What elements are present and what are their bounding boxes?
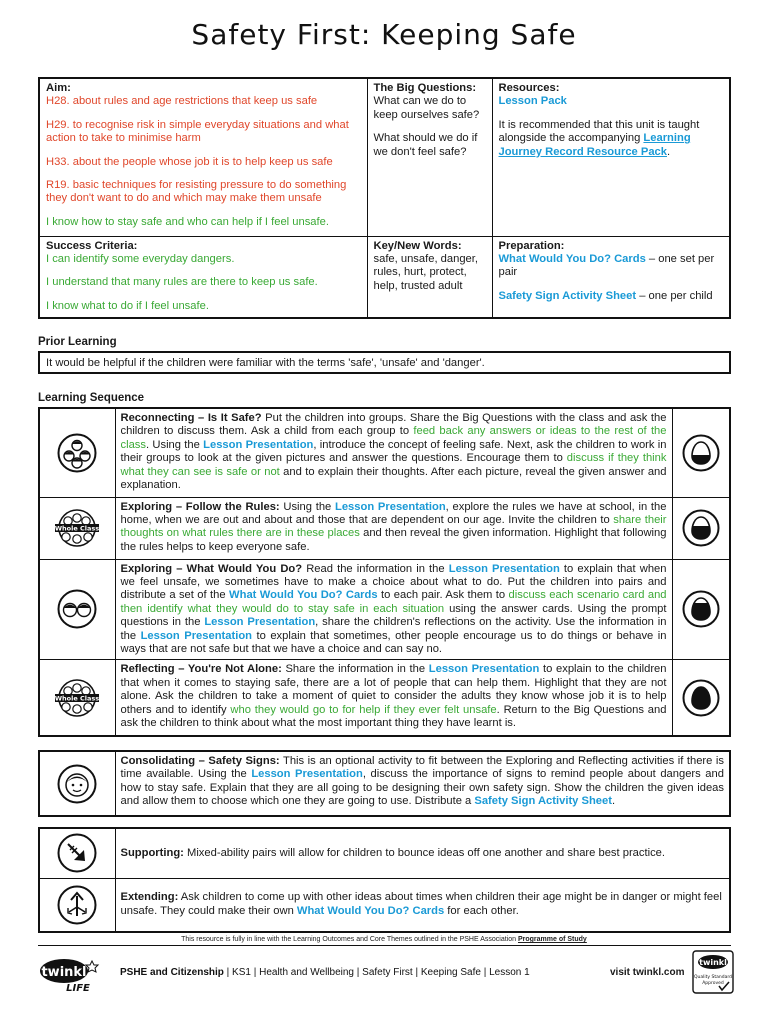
resources-note — [499, 119, 724, 159]
supporting-arrow-icon — [57, 833, 97, 873]
keywords-cell — [367, 236, 492, 318]
group-icon — [57, 433, 97, 473]
prior-learning-label: Prior Learning — [38, 336, 117, 348]
whole-class-icon-cell — [39, 497, 115, 559]
extending-row — [39, 878, 730, 932]
group-icon-cell — [39, 408, 115, 497]
activity-text: to explain that sometimes, other people encourage us to do things or behave in ways that are not safe but that we have a choice and can say no. — [120, 629, 667, 655]
success-item: I understand that many rules are there to keep us safe. — [46, 276, 318, 289]
success-criteria-cell — [39, 236, 367, 318]
activity-sheet-link[interactable]: Safety Sign Activity Sheet — [498, 289, 637, 302]
lesson-presentation-link[interactable]: Lesson Presentation — [448, 562, 560, 575]
activity-text: . Using the — [146, 438, 204, 451]
assessment-egg-icon — [682, 679, 720, 717]
activity-text: using the answer cards. Using the prompt questions in the — [120, 602, 667, 629]
activity-text: Ask children to come up with other ideas about times when children their age might be in danger or might feel unsafe. They could make their own — [120, 891, 722, 917]
lesson-overview-table — [38, 77, 731, 319]
sequence-row — [39, 660, 730, 736]
activity-title: Extending: — [120, 891, 179, 904]
prior-learning-box: It would be helpful if the children were familiar with the terms 'safe', 'unsafe' and 'danger'. — [38, 351, 731, 374]
follow-rules-text — [115, 497, 672, 559]
logo-life-text: LIFE — [66, 983, 90, 994]
activity-text: Put the children into groups. Share the Big Questions with the class and ask the children to discuss them. Ask a child from each group to — [120, 412, 667, 438]
learning-sequence-label: Learning Sequence — [38, 392, 145, 404]
activity-text: to each pair. Ask them to — [377, 589, 509, 602]
footer-note-text: This resource is fully in line with the Learning Outcomes and Core Themes outlined in the PSHE Association — [181, 936, 517, 943]
activity-title: Reconnecting – Is It Safe? — [120, 412, 262, 424]
activity-text: Mixed-ability pairs will allow for children to bounce ideas off one another and share best practice. — [183, 846, 666, 859]
highlight-text: discuss each scenario card and then identify what they would do to stay safe in each situation — [120, 589, 667, 615]
lesson-presentation-link[interactable]: Lesson Presentation — [335, 500, 446, 513]
cards-link[interactable]: What Would You Do? Cards — [498, 252, 646, 265]
success-item: I can identify some everyday dangers. — [46, 252, 235, 265]
activity-title: Exploring – Follow the Rules: — [120, 500, 280, 513]
assessment-egg-icon — [682, 509, 720, 547]
assessment-icon-cell — [672, 660, 730, 736]
preparation-item — [499, 253, 724, 280]
resources-heading: Resources: — [498, 82, 560, 94]
twinkl-life-logo — [38, 955, 108, 995]
highlight-text: who they would go to for help if they ever felt unsafe — [230, 703, 497, 716]
sequence-row — [39, 497, 730, 559]
extending-text — [115, 878, 730, 932]
big-question: What should we do if we don't feel safe? — [373, 132, 478, 158]
lesson-presentation-link[interactable]: Lesson Presentation — [204, 616, 316, 629]
assessment-egg-icon — [682, 590, 720, 628]
preparation-cell — [492, 236, 730, 318]
keywords-text: safe, unsafe, danger, rules, hurt, protect, help, trusted adult — [373, 252, 478, 292]
learning-sequence-table — [38, 407, 731, 737]
what-would-you-do-text — [115, 559, 672, 660]
success-heading: Success Criteria: — [46, 239, 138, 252]
whole-class-badge-text: Whole Class — [55, 694, 100, 703]
whole-class-badge-text: Whole Class — [55, 524, 100, 533]
activity-text: Read the information in the — [302, 562, 449, 575]
footer-subject: PSHE and Citizenship — [120, 967, 224, 978]
assessment-icon-cell — [672, 559, 730, 660]
resources-note-text: It is recommended that this unit is taught alongside the accompanying — [498, 118, 700, 145]
aim-item: R19. basic techniques for resisting pressure to do something they don't want to do and which may make them unsafe — [46, 179, 347, 205]
activity-text: , share the children's reflections on the activity. Use the information in the — [120, 616, 667, 642]
keywords-heading: Key/New Words: — [373, 239, 462, 252]
individual-icon — [57, 764, 97, 804]
assessment-icon-cell — [672, 408, 730, 497]
reflecting-text — [115, 660, 672, 736]
supporting-row — [39, 828, 730, 878]
differentiation-table — [38, 827, 731, 933]
activity-text: . Return to the Big Questions and ask the children to think about what the most important thing they have learnt is. — [120, 703, 667, 729]
learning-journey-link[interactable]: Learning Journey Record Resource Pack — [498, 132, 691, 158]
consolidating-table — [38, 750, 731, 817]
consolidating-text — [115, 751, 730, 816]
activity-text: This is an optional activity to fit between the Exploring and Reflecting activities if there is time available. Using the — [120, 755, 724, 781]
lesson-presentation-link[interactable]: Lesson Presentation — [140, 629, 252, 642]
activity-text: to explain that when we feel unsafe, we sometimes have to make a choice about what to do. Put the children into pairs and distribute a set of the — [120, 562, 667, 602]
logo-text: twinkl — [41, 965, 87, 980]
aim-item: H28. about rules and age restrictions that keep us safe — [46, 95, 318, 108]
big-questions-heading: The Big Questions: — [373, 82, 477, 94]
activity-title: Consolidating – Safety Signs: — [120, 755, 280, 767]
lesson-presentation-link[interactable]: Lesson Presentation — [203, 438, 314, 451]
success-item: I know what to do if I feel unsafe. — [46, 299, 209, 312]
extending-arrows-icon — [57, 885, 97, 925]
individual-icon-cell — [39, 751, 115, 816]
visit-twinkl-link[interactable]: visit twinkl.com — [610, 967, 685, 978]
pair-icon-cell — [39, 559, 115, 660]
consolidating-row — [39, 751, 730, 816]
footer-lesson-details: | KS1 | Health and Wellbeing | Safety First | Keeping Safe | Lesson 1 — [223, 967, 530, 978]
highlight-text: discuss if they think what they can see is safe or not — [120, 452, 667, 478]
preparation-item-text: – one set per pair — [498, 252, 715, 279]
badge-text: Quality Standard — [694, 975, 732, 980]
preparation-item — [499, 290, 724, 303]
lesson-presentation-link[interactable]: Lesson Presentation — [251, 768, 363, 781]
footer-lesson-info — [120, 966, 530, 979]
big-question: What can we do to keep ourselves safe? — [373, 95, 480, 121]
supporting-text — [115, 828, 730, 878]
aim-item: H33. about the people whose job it is to help keep us safe — [46, 155, 333, 168]
activity-title: Reflecting – You're Not Alone: — [120, 663, 282, 676]
big-questions-cell — [367, 78, 492, 236]
quality-standard-badge — [692, 950, 734, 994]
aim-item: H29. to recognise risk in simple everyday situations and what action to take to minimise harm — [46, 118, 349, 145]
sequence-row — [39, 559, 730, 660]
activity-text: , discuss the importance of signs to remind people about dangers and how to stay safe. Explain that they are all going to be designing their own safety sign. Show the children the given ideas and allow them to choose which one they are going to use. Distribute a — [120, 768, 724, 808]
resources-period: . — [667, 145, 671, 158]
preparation-item-text: – one per child — [636, 289, 713, 302]
activity-sheet-link[interactable]: Safety Sign Activity Sheet — [474, 795, 612, 808]
whole-class-icon — [54, 678, 100, 718]
page-title: Safety First: Keeping Safe — [191, 18, 577, 51]
resources-cell — [492, 78, 730, 236]
activity-text: for each other. — [444, 904, 519, 917]
aim-cell — [39, 78, 367, 236]
assessment-egg-icon — [682, 434, 720, 472]
aim-item: I know how to stay safe and who can help if I feel unsafe. — [46, 215, 329, 228]
badge-brand: twinkl — [699, 958, 727, 967]
activity-title: Supporting: — [120, 846, 184, 859]
sequence-row — [39, 408, 730, 497]
highlight-text: feed back any answers or ideas to the rest of the class — [120, 425, 667, 451]
preparation-heading: Preparation: — [498, 239, 565, 252]
activity-text: and to explain their thoughts. After each picture, reveal the given answer and explanation. — [120, 465, 667, 492]
activity-text: . — [611, 795, 616, 808]
cards-link[interactable]: What Would You Do? Cards — [296, 904, 445, 917]
activity-text: to explain to the children that when it comes to staying safe, there are a lot of people that can help them. Highlight that they are not alone. Ask the children to take a moment of quiet to consider the adults they know whose job it is to help others and to identify — [120, 663, 667, 716]
activity-text: and then reveal the given information. Highlight that following the rules helps to keep everyone safe. — [120, 527, 667, 553]
whole-class-icon-cell — [39, 660, 115, 736]
reconnecting-text — [115, 408, 672, 497]
lesson-presentation-link[interactable]: Lesson Presentation — [428, 663, 540, 676]
cards-link[interactable]: What Would You Do? Cards — [229, 589, 378, 602]
pair-icon — [57, 589, 97, 629]
activity-text: Using the — [279, 500, 335, 513]
footer-divider — [38, 945, 731, 946]
badge-text: Approved — [702, 981, 724, 986]
supporting-icon-cell — [39, 828, 115, 878]
activity-title: Exploring – What Would You Do? — [120, 562, 303, 575]
aim-heading: Aim: — [46, 82, 71, 94]
activity-text: , explore the rules we have at school, in the home, when we are out and about and those that are dependent on our age. Invite the children to — [120, 500, 667, 526]
assessment-icon-cell — [672, 497, 730, 559]
extending-icon-cell — [39, 878, 115, 932]
activity-text: , introduce the concept of feeling safe. Next, ask the children to work in their groups to look at the given pictures and answer the questions. Encourage them to — [120, 438, 667, 465]
highlight-text: share their thoughts on what rules there are in these places — [120, 513, 667, 540]
programme-of-study-link[interactable]: Programme of Study — [517, 936, 587, 943]
activity-text: Share the information in the — [281, 663, 429, 676]
whole-class-icon — [54, 508, 100, 548]
lesson-pack-link[interactable]: Lesson Pack — [498, 95, 567, 108]
